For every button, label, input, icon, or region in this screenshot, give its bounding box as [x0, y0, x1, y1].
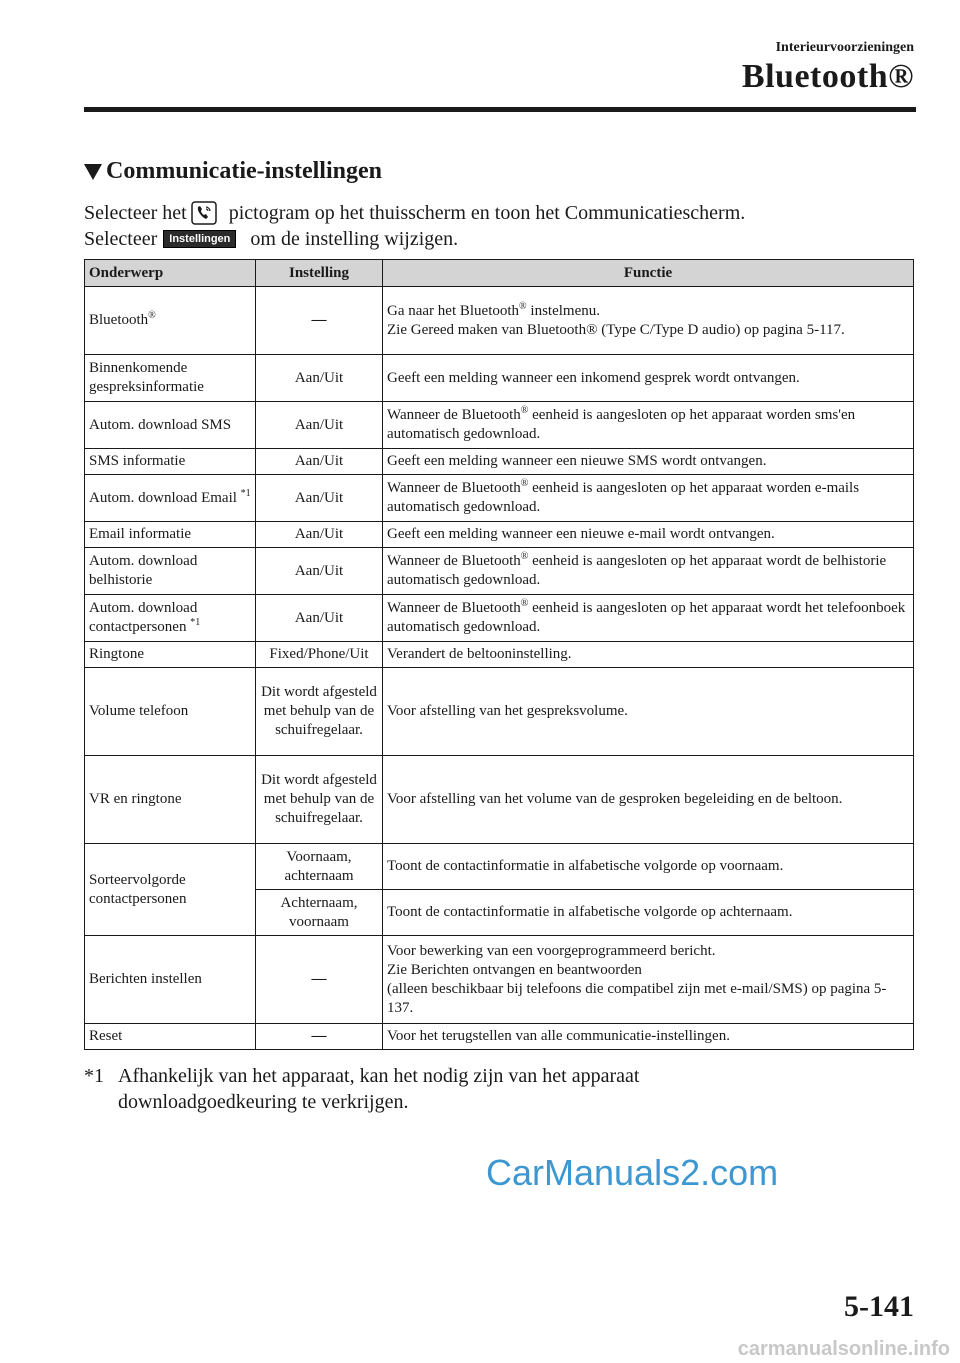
page-number: 5-141: [844, 1290, 914, 1323]
column-header-subject: Onderwerp: [85, 260, 256, 287]
table-row: Autom. download belhistorie Aan/Uit Wanneer de Bluetooth® eenheid is aangesloten op het apparaat wordt de belhistorie automatisch gedownload.: [85, 548, 914, 595]
footnote-line-1: Afhankelijk van het apparaat, kan het nodig zijn van het apparaat: [118, 1065, 640, 1087]
column-header-setting: Instelling: [256, 260, 383, 287]
intro-line-2: Selecteer Instellingen om de instelling wijzigen.: [84, 228, 459, 250]
chapter-label: Interieurvoorzieningen: [775, 40, 914, 55]
table-row: Autom. download Email $^{*1}$ Aan/Uit Wanneer de Bluetooth® eenheid is aangesloten op het apparaat worden e-mails automatisch gedownload.: [85, 475, 914, 522]
footnote-line-2: downloadgoedkeuring te verkrijgen.: [118, 1091, 409, 1113]
intro-line-1: Selecteer het pictogram op het thuisscherm en toon het Communicatiescherm.: [84, 202, 746, 224]
table-row: Autom. download SMS Aan/Uit Wanneer de Bluetooth® eenheid is aangesloten op het apparaat worden sms'en automatisch gedownload.: [85, 402, 914, 449]
triangle-down-icon: [84, 164, 102, 180]
section-title-text: Communicatie-instellingen: [106, 158, 382, 184]
table-row: Berichten instellen — Voor bewerking van een voorgeprogrammeerd bericht. Zie Berichten ontvangen en beantwoorden (alleen beschikbaar bij telefoons die compatibel zijn met e-mail/SMS) op pagina 5-137.: [85, 936, 914, 1024]
header-divider: [84, 107, 916, 112]
footnote: [84, 1063, 639, 1115]
table-header-row: [85, 260, 914, 287]
instellingen-button[interactable]: Instellingen: [163, 230, 236, 248]
table-row: SMS informatie Aan/Uit Geeft een melding wanneer een nieuwe SMS wordt ontvangen.: [85, 449, 914, 475]
footnote-mark: *1: [84, 1065, 104, 1087]
table-row: Volume telefoon Dit wordt afgesteld met behulp van de schuifregelaar. Voor afstelling van het gespreksvolume.: [85, 668, 914, 756]
section-heading: [84, 158, 382, 185]
table-row: Email informatie Aan/Uit Geeft een melding wanneer een nieuwe e-mail wordt ontvangen.: [85, 522, 914, 548]
table-row: Bluetooth® — Ga naar het Bluetooth® instelmenu. Zie Gereed maken van Bluetooth® (Type C/Type D audio) op pagina 5-117.: [85, 287, 914, 355]
settings-table: [84, 259, 914, 1050]
watermark: CarManuals2.com: [486, 1152, 779, 1193]
table-row: Achternaam, voornaam Toont de contactinformatie in alfabetische volgorde op achternaam.: [85, 890, 914, 936]
table-row: Autom. download contactpersonen $^{*1}$ Aan/Uit Wanneer de Bluetooth® eenheid is aangesloten op het apparaat wordt het telefoonboek automatisch gedownload.: [85, 595, 914, 642]
table-row: Binnenkomende gespreksinformatie Aan/Uit Geeft een melding wanneer een inkomend gesprek wordt ontvangen.: [85, 355, 914, 402]
table-row: Sorteervolgorde contactpersonen Voornaam, achternaam Toont de contactinformatie in alfabetische volgorde op voornaam.: [85, 844, 914, 890]
footer-watermark: carmanualsonline.info: [737, 1338, 950, 1360]
column-header-function: Functie: [383, 260, 914, 287]
page-title: Bluetooth®: [741, 58, 914, 95]
table-row: Ringtone Fixed/Phone/Uit Verandert de beltooninstelling.: [85, 642, 914, 668]
table-row: VR en ringtone Dit wordt afgesteld met behulp van de schuifregelaar. Voor afstelling van het volume van de gesproken begeleiding en de beltoon.: [85, 756, 914, 844]
phone-icon: [191, 201, 217, 225]
table-row: Reset — Voor het terugstellen van alle communicatie-instellingen.: [85, 1024, 914, 1050]
